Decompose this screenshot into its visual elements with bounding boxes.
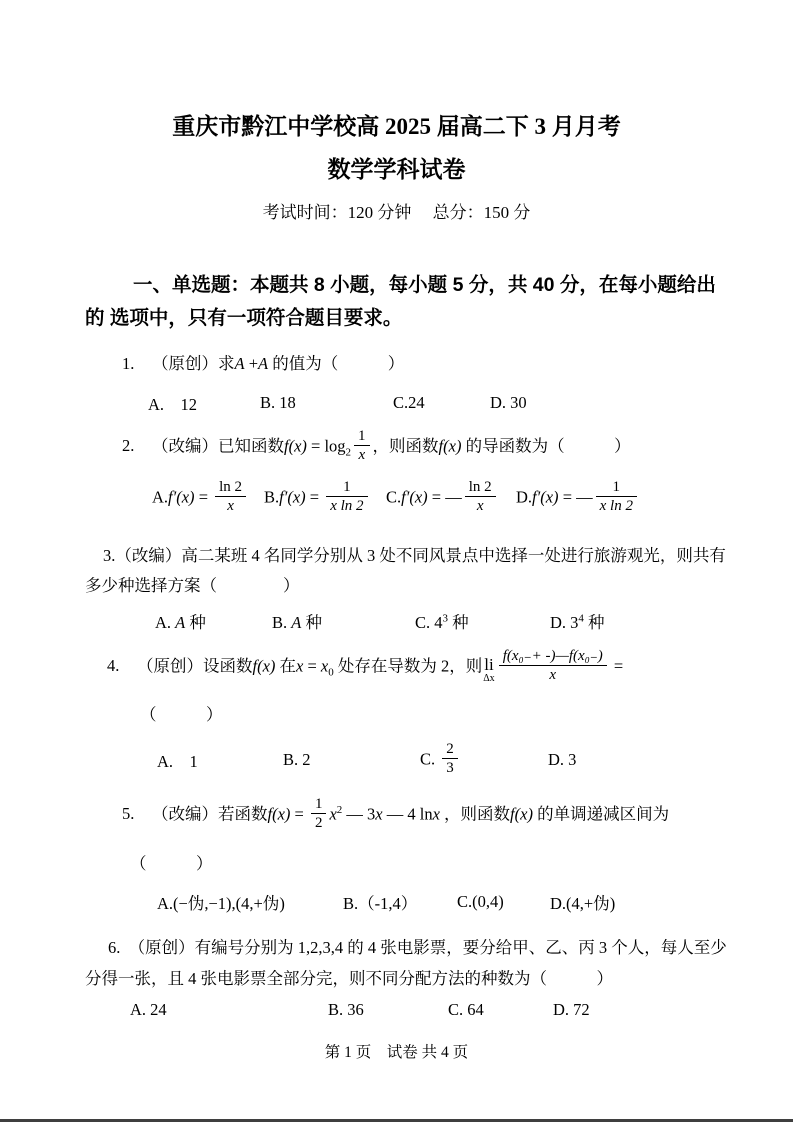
numerator: 1 — [326, 478, 367, 497]
math-fx: f(x) — [267, 804, 291, 824]
math-symbol-A: A — [234, 354, 245, 373]
question-4-text: = — [303, 655, 321, 675]
question-6: 6. （原创）有编号分别为 1,2,3,4 的 4 张电影票，要分给甲、乙、丙 3 个人，每人至少分得一张，且 4 张电影票全部分完，则不同分配方法的种数为（ ） — [85, 938, 727, 989]
question-4-text: （原创）设函数 — [137, 655, 253, 675]
option-label: B. — [264, 486, 280, 506]
question-1 — [85, 349, 733, 379]
question-1-text: （原创）求 — [152, 354, 235, 373]
option-d — [550, 609, 605, 633]
question-2 — [85, 429, 733, 468]
sign: — — [445, 486, 462, 506]
option-c: C.24 — [393, 393, 425, 412]
subscript-0: 0 — [328, 666, 334, 679]
limit-text: li — [484, 655, 494, 675]
question-5-text: = — [290, 804, 308, 824]
question-4-text: 在 — [275, 655, 297, 675]
exam-title: 重庆市黔江中学校高 2025 届高二下 3 月月考 — [172, 114, 621, 139]
footer-page-info: 第 1 页 试卷 共 4 页 — [324, 1044, 469, 1061]
exam-info: 考试时间：120 分钟 总分：150 分 — [262, 203, 531, 222]
question-5 — [85, 795, 733, 834]
question-2-text: 的导函数为（ ） — [461, 436, 631, 456]
option-b: B.（-1,4） — [343, 894, 418, 914]
option-c: C. 64 — [448, 1000, 484, 1020]
option-c — [386, 480, 516, 517]
fraction — [215, 478, 246, 515]
question-2-text: ，则函数 — [372, 436, 439, 456]
option-b: B. 18 — [260, 393, 296, 412]
power-base: 4 — [434, 612, 443, 632]
math-fx: f(x) — [284, 436, 307, 456]
option-label: D. — [550, 612, 571, 632]
option-c: C.(0,4) — [457, 892, 504, 912]
fraction — [326, 478, 367, 515]
question-3-options — [85, 609, 733, 633]
denominator: x — [227, 497, 234, 514]
math-x0: x — [320, 655, 329, 675]
fraction — [354, 427, 370, 464]
option-label: C. — [415, 612, 435, 632]
question-5-number: 5. — [122, 804, 135, 824]
power-exponent: 4 — [578, 612, 584, 625]
question-5-text: （改编）若函数 — [152, 804, 268, 824]
question-4-answer-blank: （ ） — [140, 705, 223, 725]
option-b: B. 36 — [328, 1000, 364, 1020]
option-a — [152, 480, 264, 517]
question-1-text: + — [244, 354, 259, 373]
numerator: 1 — [311, 795, 327, 814]
option-c — [420, 742, 548, 779]
numerator: ln 2 — [215, 478, 246, 497]
question-5-text: ，则函数 — [439, 804, 511, 824]
fraction — [311, 795, 327, 832]
question-2-number: 2. — [122, 436, 135, 456]
math-symbol-A: A — [175, 612, 186, 632]
option-a: A.(−伪,−1),(4,+伪) — [157, 894, 285, 914]
sign: — — [576, 486, 593, 506]
option-b — [272, 609, 415, 633]
equals: = — [194, 486, 213, 506]
math-f-prime: f′(x) — [532, 486, 559, 506]
math-symbol-A: A — [291, 612, 302, 632]
question-4-options — [85, 742, 733, 779]
question-1-text: 的值为（ ） — [268, 354, 405, 373]
question-4-number: 4. — [107, 655, 120, 675]
option-label: C. — [386, 486, 402, 506]
question-6-options — [85, 1000, 733, 1020]
question-5-text: 的单调递减区间为 — [532, 804, 670, 824]
math-x: x — [329, 804, 337, 824]
option-a: A. 1 — [157, 752, 198, 772]
equals: = — [305, 486, 324, 506]
question-2-text: = log — [306, 436, 346, 456]
paper-body — [85, 269, 733, 1020]
denominator: x — [476, 497, 484, 514]
power-exponent: 3 — [442, 612, 449, 625]
option-label: C. — [420, 748, 440, 768]
option-label: B. — [272, 612, 292, 632]
question-4 — [85, 649, 733, 688]
math-x: x — [375, 804, 383, 824]
option-label: A. — [152, 486, 169, 506]
math-f-prime: f′(x) — [401, 486, 428, 506]
math-x: x — [432, 804, 440, 824]
math-f-prime: f′(x) — [168, 486, 195, 506]
math-x: x — [296, 655, 304, 675]
equals: = — [558, 486, 577, 506]
question-1-options — [85, 391, 733, 415]
option-d — [516, 480, 640, 517]
option-b — [264, 480, 386, 517]
option-text: 种 — [583, 612, 605, 632]
option-d: D. 3 — [548, 750, 577, 770]
numerator: f(x₀₋+ -)—f(x₀₋) — [499, 647, 607, 666]
numerator: 1 — [354, 427, 370, 446]
limit-subscript: Δx — [483, 673, 495, 685]
exponent-2: 2 — [336, 803, 343, 816]
denominator: 3 — [446, 759, 454, 776]
denominator: x ln 2 — [599, 497, 633, 514]
option-label: A. — [155, 612, 176, 632]
log-base: 2 — [345, 446, 352, 459]
fraction — [442, 740, 458, 777]
option-c — [415, 609, 550, 633]
question-2-text: （改编）已知函数 — [152, 436, 284, 456]
math-symbol-A: A — [258, 354, 269, 373]
question-5-text: — 4 ln — [382, 804, 433, 824]
power-base: 3 — [570, 612, 579, 632]
numerator: 2 — [442, 740, 458, 759]
option-label: D. — [516, 486, 533, 506]
section-heading: 一、单选题：本题共 8 小题，每小题 5 分，共 40 分，在每小题给出的 选项中，只有一项符合题目要求。 — [85, 274, 716, 329]
question-1-number: 1. — [122, 354, 135, 373]
subject-title: 数学学科试卷 — [327, 157, 466, 182]
option-b: B. 2 — [283, 750, 311, 770]
math-fx: f(x) — [510, 804, 533, 824]
option-d: D.(4,+伪) — [550, 894, 616, 914]
fraction — [596, 478, 637, 515]
question-5-text: — 3 — [342, 804, 376, 824]
option-a: A. 12 — [148, 395, 198, 414]
denominator: 2 — [314, 814, 323, 831]
equals: = — [427, 486, 446, 506]
option-a — [155, 609, 272, 633]
denominator: x — [358, 447, 366, 463]
math-fx: f(x) — [438, 436, 462, 456]
question-4-text: 处存在导数为 2，则 — [333, 655, 483, 675]
question-2-options — [85, 480, 733, 517]
option-text: 种 — [185, 612, 206, 632]
option-d: D. 30 — [490, 393, 527, 412]
limit-symbol — [483, 656, 494, 684]
denominator: x ln 2 — [330, 497, 364, 514]
numerator: 1 — [596, 478, 637, 497]
question-5-answer-blank: （ ） — [130, 853, 213, 873]
option-a: A. 24 — [130, 1000, 167, 1020]
denominator: x — [549, 666, 557, 683]
option-d: D. 72 — [553, 1000, 590, 1020]
question-5-options — [85, 890, 733, 914]
math-f-prime: f′(x) — [279, 486, 306, 506]
option-text: 种 — [448, 612, 469, 632]
option-text: 种 — [301, 612, 322, 632]
fraction — [465, 478, 496, 515]
question-4-text: = — [609, 655, 624, 675]
question-3: 3.（改编）高二某班 4 名同学分别从 3 处不同风景点中选择一处进行旅游观光，则共有多少种选择方案（ ） — [85, 545, 726, 595]
difference-quotient-fraction — [499, 647, 607, 684]
numerator: ln 2 — [465, 478, 496, 497]
math-fx: f(x) — [252, 655, 276, 675]
